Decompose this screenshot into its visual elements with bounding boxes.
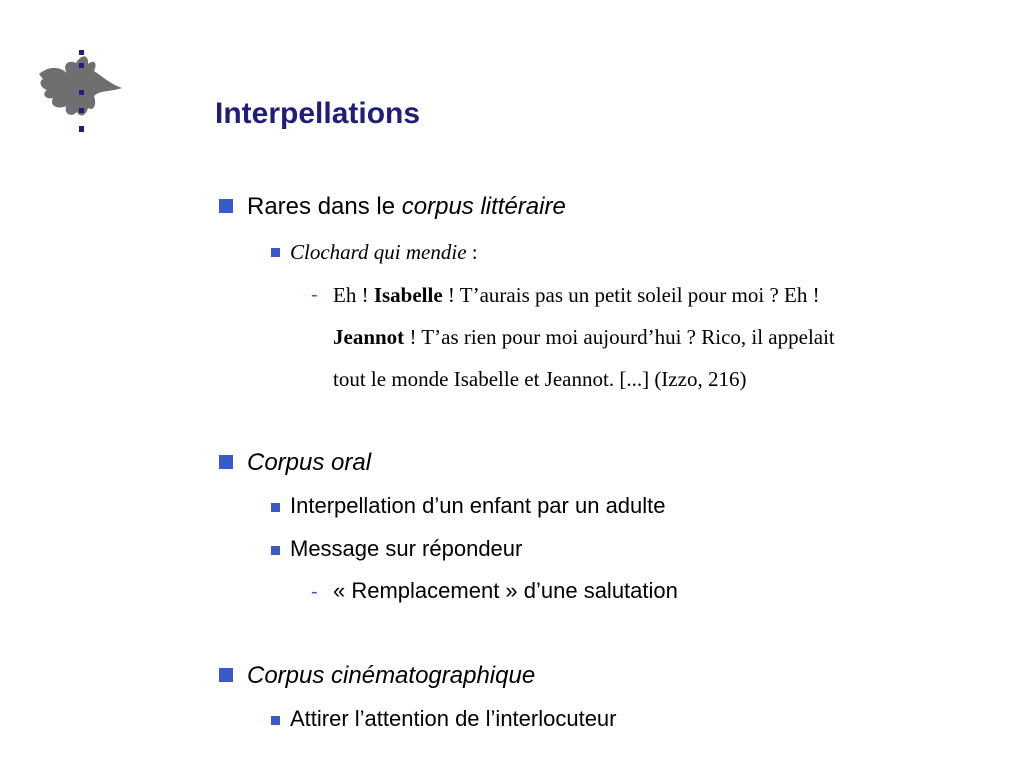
bullet-small-square-icon xyxy=(271,546,280,555)
bullet-small-square-icon xyxy=(271,248,280,257)
bullet-small-square-icon xyxy=(271,503,280,512)
bullet-square-icon xyxy=(219,455,233,469)
section-heading-oral: Corpus oral xyxy=(247,449,372,476)
bullet-square-icon xyxy=(219,199,233,213)
dash-bullet-icon: - xyxy=(311,284,318,306)
quote-line-3: tout le monde Isabelle et Jeannot. [...] (Izzo, 216) xyxy=(333,367,747,391)
slide-title: Interpellations xyxy=(215,97,421,130)
list-item-message: Message sur répondeur xyxy=(290,536,523,561)
university-flame-logo-icon xyxy=(36,50,126,136)
list-item-attirer: Attirer l’attention de l’interlocuteur xyxy=(290,706,617,731)
bullet-small-square-icon xyxy=(271,716,280,725)
sub-item-clochard: Clochard qui mendie : xyxy=(290,240,478,264)
section-heading-literary: Rares dans le corpus littéraire xyxy=(247,193,566,220)
bullet-square-icon xyxy=(219,668,233,682)
quote-line-1: Eh ! Isabelle ! T’aurais pas un petit soleil pour moi ? Eh ! xyxy=(333,283,820,307)
list-item-interpellation: Interpellation d’un enfant par un adulte xyxy=(290,493,666,518)
quote-line-2: Jeannot ! T’as rien pour moi aujourd’hui ? Rico, il appelait xyxy=(333,325,835,349)
list-subitem-remplacement: « Remplacement » d’une salutation xyxy=(333,578,678,603)
section-heading-cinema: Corpus cinématographique xyxy=(247,662,536,689)
dash-bullet-icon: - xyxy=(311,581,318,603)
